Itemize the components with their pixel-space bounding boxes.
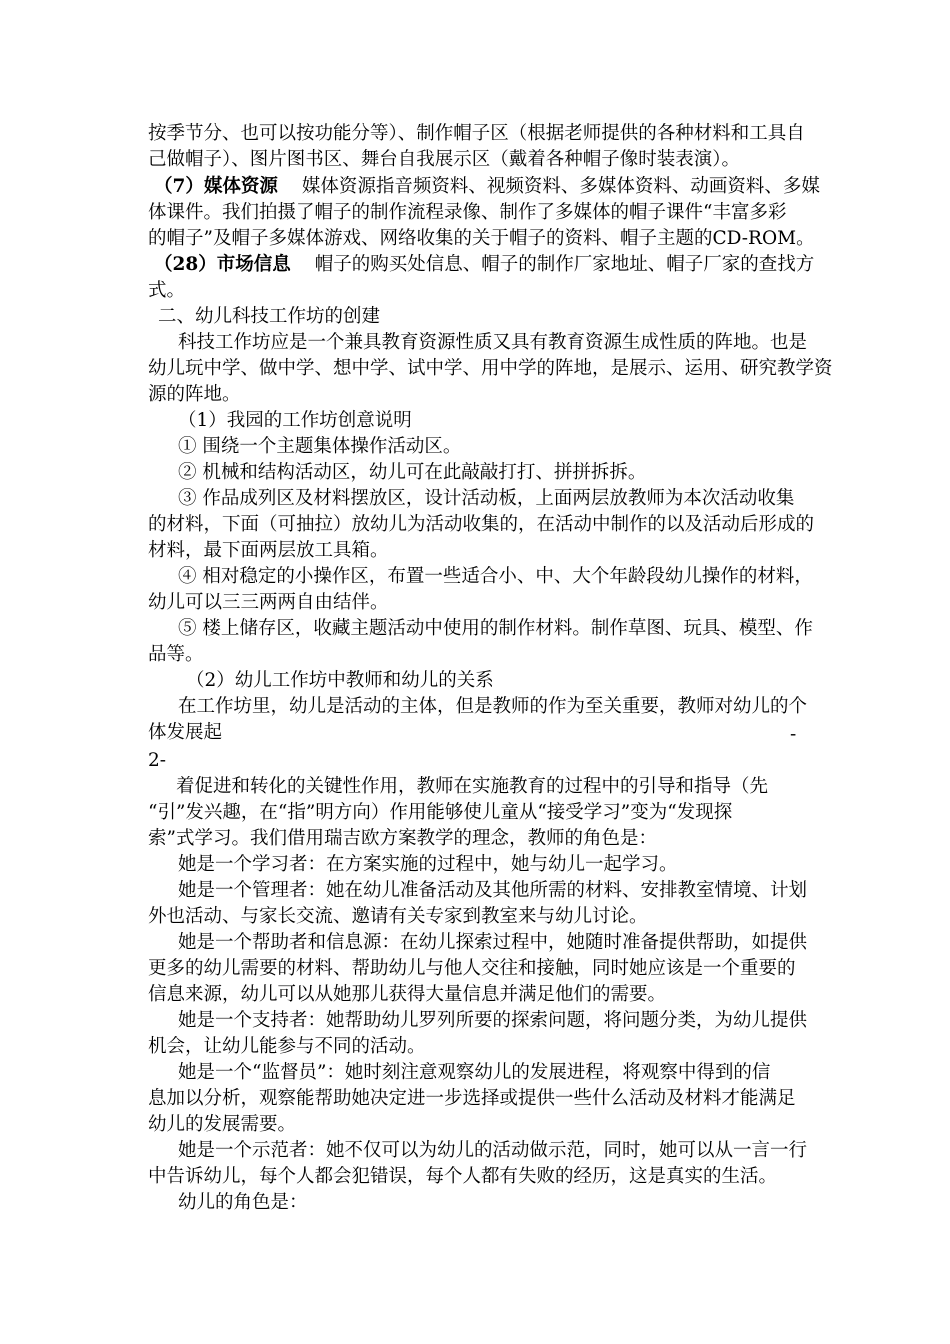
list-item: ③ 作品成列区及材料摆放区，设计活动板，上面两层放教师为本次活动收集 [178, 488, 795, 509]
text-line: 更多的幼儿需要的材料、帮助幼儿与他人交往和接触，同时她应该是一个重要的 [148, 958, 796, 979]
section-heading: 二、幼儿科技工作坊的创建 [158, 306, 381, 327]
text-line: 索”式学习。我们借用瑞吉欧方案教学的理念，教师的角色是： [148, 828, 657, 849]
text-line: 幼儿的角色是： [178, 1192, 308, 1213]
text-line: 着促进和转化的关键性作用，教师在实施教育的过程中的引导和指导（先 [176, 776, 769, 797]
text-line: 她是一个管理者：她在幼儿准备活动及其他所需的材料、安排教室情境、计划 [178, 880, 808, 901]
text-line: 式。 [148, 280, 186, 301]
list-item: ② 机械和结构活动区，幼儿可在此敲敲打打、拼拼拆拆。 [178, 462, 647, 483]
text-line: 源的阵地。 [148, 384, 241, 405]
heading-market-info: （28）市场信息 [154, 254, 291, 275]
text-line: 媒体资源指音频资料、视频资料、多媒体资料、动画资料、多媒 [301, 176, 820, 197]
text-line: 外也活动、与家长交流、邀请有关专家到教室来与幼儿讨论。 [148, 906, 648, 927]
text-line: 己做帽子）、图片图书区、舞台自我展示区（戴着各种帽子像时装表演）。 [148, 149, 741, 170]
text-line: 她是一个示范者：她不仅可以为幼儿的活动做示范，同时，她可以从一言一行 [178, 1140, 808, 1161]
list-item: ④ 相对稳定的小操作区，布置一些适合小、中、大个年龄段幼儿操作的材料， [178, 566, 813, 587]
text-line: 她是一个帮助者和信息源：在幼儿探索过程中，她随时准备提供帮助，如提供 [178, 932, 808, 953]
list-item: ⑤ 楼上储存区，收藏主题活动中使用的制作材料。制作草图、玩具、模型、作 [178, 618, 813, 639]
text-line: 按季节分、也可以按功能分等）、制作帽子区（根据老师提供的各种材料和工具自 [148, 123, 805, 144]
heading-media-resources: （7）媒体资源 [154, 176, 278, 197]
text-line: 幼儿玩中学、做中学、想中学、试中学、用中学的阵地，是展示、运用、研究教学资 [148, 358, 833, 379]
text-line: 幼儿可以三三两两自由结伴。 [148, 592, 389, 613]
text-line: 机会，让幼儿能参与不同的活动。 [148, 1036, 426, 1057]
heading-media-resources-line [154, 174, 820, 200]
list-item: ① 围绕一个主题集体操作活动区。 [178, 436, 462, 457]
text-line: 的材料，下面（可抽拉）放幼儿为活动收集的，在活动中制作的以及活动后形成的 [148, 514, 815, 535]
text-line: 幼儿的发展需要。 [148, 1114, 297, 1135]
text-line: 体发展起 [148, 722, 223, 743]
text-line: 科技工作坊应是一个兼具教育资源性质又具有教育资源生成性质的阵地。也是 [178, 332, 808, 353]
heading-market-info-line [154, 252, 814, 278]
subsection-heading: （2）幼儿工作坊中教师和幼儿的关系 [186, 670, 494, 691]
text-line: 在工作坊里，幼儿是活动的主体，但是教师的作为至关重要，教师对幼儿的个 [178, 696, 808, 717]
text-line: 她是一个“监督员”：她时刻注意观察幼儿的发展进程，将观察中得到的信 [178, 1062, 771, 1083]
subsection-heading: （1）我园的工作坊创意说明 [178, 410, 412, 431]
text-line: 材料，最下面两层放工具箱。 [148, 540, 389, 561]
page-number: 2- [148, 750, 167, 771]
text-line: 的帽子”及帽子多媒体游戏、网络收集的关于帽子的资料、帽子主题的CD-ROM。 [148, 228, 815, 249]
text-line: 中告诉幼儿，每个人都会犯错误，每个人都有失败的经历，这是真实的生活。 [148, 1166, 778, 1187]
text-line: 帽子的购买处信息、帽子的制作厂家地址、帽子厂家的查找方 [314, 254, 815, 275]
text-line: 她是一个学习者：在方案实施的过程中，她与幼儿一起学习。 [178, 854, 678, 875]
text-line: 她是一个支持者：她帮助幼儿罗列所要的探索问题，将问题分类，为幼儿提供 [178, 1010, 808, 1031]
text-line: 体课件。我们拍摄了帽子的制作流程录像、制作了多媒体的帽子课件“丰富多彩 [148, 202, 787, 223]
text-line: “引”发兴趣，在“指”明方向）作用能够使儿童从“接受学习”变为“发现探 [148, 802, 733, 823]
text-line: 信息来源，幼儿可以从她那儿获得大量信息并满足他们的需要。 [148, 984, 667, 1005]
page-number-dash: - [790, 724, 797, 745]
text-line: 息加以分析，观察能帮助她决定进一步选择或提供一些什么活动及材料才能满足 [148, 1088, 796, 1109]
text-line: 品等。 [148, 644, 204, 665]
